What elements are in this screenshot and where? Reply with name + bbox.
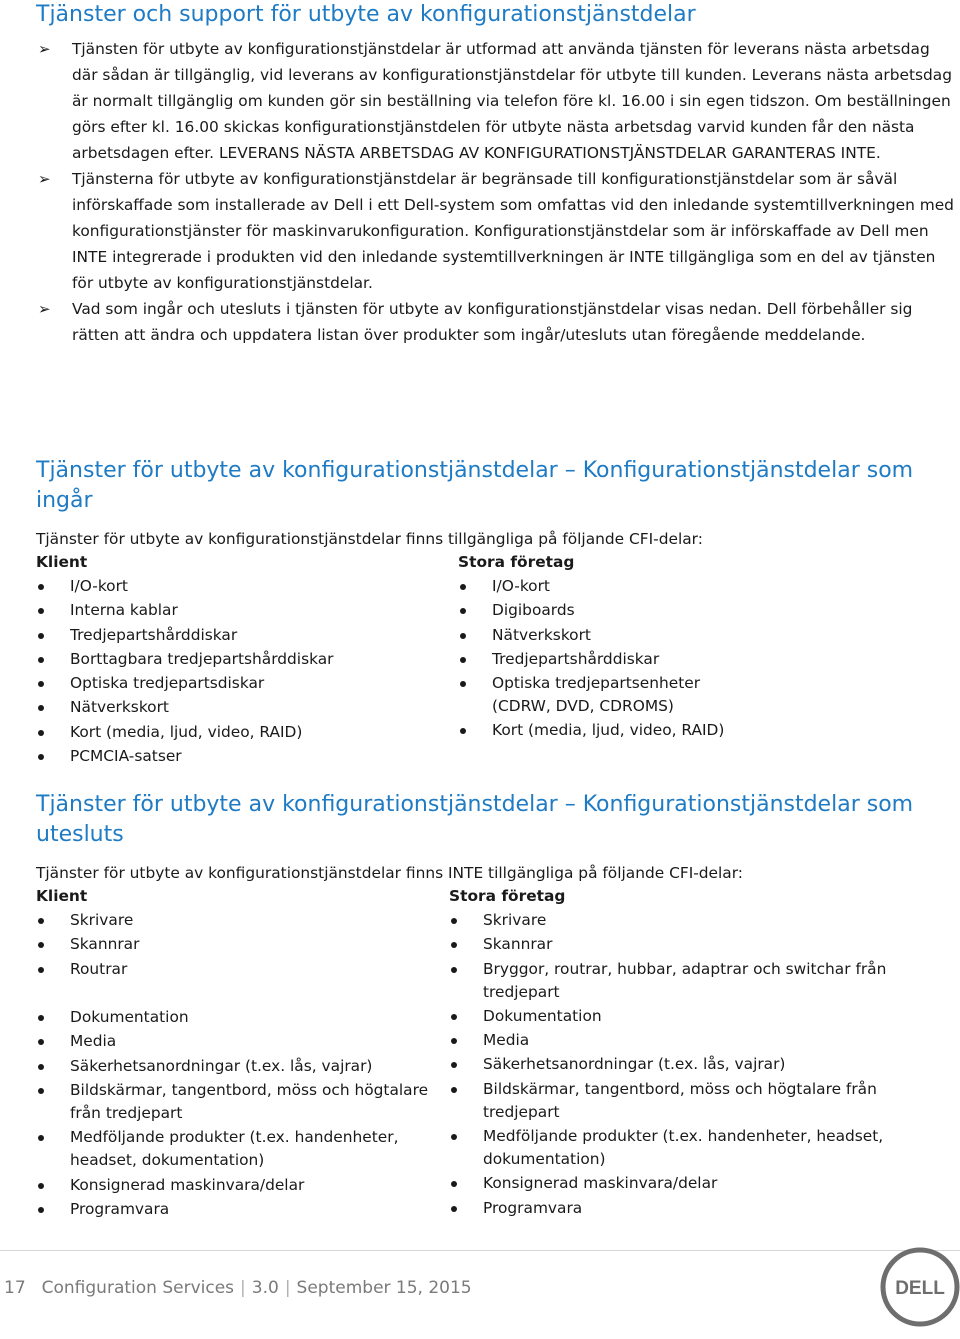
- bullet-list-item: Optiska tredjepartsdiskar: [36, 672, 446, 695]
- bullet-list-item: Skannrar: [36, 933, 446, 956]
- bullet-list-item: I/O-kort: [36, 575, 446, 598]
- excluded-client-title: Klient: [36, 887, 88, 905]
- bullet-list-item: Programvara: [449, 1197, 899, 1220]
- included-enterprise-list: [458, 575, 748, 744]
- list-item-text: Tjänsten för utbyte av konfigurationstjänstdelar är utformad att använda tjänsten för leverans nästa arbetsdag där sådan är tillgänglig, vid leverans av konfigurationstjänstdelar för utbyte till kunden. Leverans nästa arbetsdag är normalt tillgänglig om kunden gör sin beställning via telefon före kl. 16.00 i sin egen tidszon. Om beställningen görs efter kl. 16.00 skickas konfigurationstjänstdelen för utbyte nästa arbetsdag varvid kunden får den nästa arbetsdagen efter. LEVERANS NÄSTA ARBETSDAG AV KONFIGURATIONSTJÄNSTDELAR GARANTERAS INTE.: [72, 40, 952, 162]
- arrow-list-item: [38, 166, 960, 296]
- bullet-list-item: Borttagbara tredjepartshårddiskar: [36, 648, 446, 671]
- page-number: 17: [4, 1278, 26, 1298]
- bullet-list-item: PCMCIA-satser: [36, 745, 446, 768]
- bullet-list-item: Kort (media, ljud, video, RAID): [458, 719, 748, 742]
- bullet-list-item: Säkerhetsanordningar (t.ex. lås, vajrar): [449, 1053, 899, 1076]
- section-heading-included: Tjänster för utbyte av konfigurationstjänstdelar – Konfigurationstjänstdelar som ingår: [36, 458, 914, 513]
- footer-date: September 15, 2015: [296, 1278, 472, 1298]
- excluded-intro: Tjänster för utbyte av konfigurationstjänstdelar finns INTE tillgängliga på följande CFI-delar:: [36, 864, 743, 882]
- list-item-text: Tjänsterna för utbyte av konfigurationstjänstdelar är begränsade till konfigurationstjänstdelar som är såväl införskaffade som installerade av Dell i ett Dell-system som omfattas vid den inledande systemtillverkningen med konfigurationstjänster för maskinvarukonfiguration. Konfigurationstjänstdelar som är införskaffade av Dell men INTE integrerade i produkten vid den inledande systemtillverkningen är INTE tillgängliga som en del av tjänsten för utbyte av konfigurationstjänstdelar.: [72, 170, 954, 292]
- footer-doc-title: Configuration Services: [41, 1278, 235, 1298]
- bullet-list-item: Nätverkskort: [36, 696, 446, 719]
- bullet-list-item: Bildskärmar, tangentbord, möss och högtalare från tredjepart: [449, 1078, 899, 1124]
- excluded-client-list: [36, 909, 446, 1222]
- bullet-list-item: Digiboards: [458, 599, 748, 622]
- bullet-list-item: Routrar: [36, 958, 446, 981]
- list-item-text: Vad som ingår och utesluts i tjänsten för utbyte av konfigurationstjänstdelar visas nedan. Dell förbehåller sig rätten att ändra och uppdatera listan över produkter som ingår/utesluts utan föregående meddelande.: [72, 300, 913, 344]
- bullet-list-item: Optiska tredjepartsenheter (CDRW, DVD, CDROMS): [458, 672, 748, 718]
- bullet-list-item: Interna kablar: [36, 599, 446, 622]
- bullet-list-item: Tredjepartshårddiskar: [36, 624, 446, 647]
- included-client-list: [36, 575, 446, 769]
- bullet-list-item: Kort (media, ljud, video, RAID): [36, 721, 446, 744]
- arrow-bullet-icon: ➢: [38, 300, 51, 318]
- bullet-list-item: Dokumentation: [36, 1006, 446, 1029]
- excluded-enterprise-list: [449, 909, 899, 1221]
- bullet-list-item: Tredjepartshårddiskar: [458, 648, 748, 671]
- arrow-bullet-icon: ➢: [38, 170, 51, 188]
- bullet-list-item: I/O-kort: [458, 575, 748, 598]
- excluded-enterprise-title: Stora företag: [449, 887, 566, 905]
- section-heading-support: Tjänster och support för utbyte av konfigurationstjänstdelar: [36, 2, 696, 27]
- bullet-list-item: Skannrar: [449, 933, 899, 956]
- bullet-list-item: Bryggor, routrar, hubbar, adaptrar och switchar från tredjepart: [449, 958, 899, 1004]
- section-heading-excluded: Tjänster för utbyte av konfigurationstjänstdelar – Konfigurationstjänstdelar som utesluts: [36, 792, 914, 847]
- support-arrow-list: [38, 36, 960, 348]
- footer-version: 3.0: [251, 1278, 279, 1298]
- included-intro: Tjänster för utbyte av konfigurationstjänstdelar finns tillgängliga på följande CFI-delar:: [36, 530, 703, 548]
- bullet-list-item: Konsignerad maskinvara/delar: [449, 1172, 899, 1195]
- bullet-list-item: Media: [449, 1029, 899, 1052]
- bullet-list-item: Programvara: [36, 1198, 446, 1221]
- bullet-list-item: Nätverkskort: [458, 624, 748, 647]
- bullet-list-item: Säkerhetsanordningar (t.ex. lås, vajrar): [36, 1055, 446, 1078]
- dell-logo: [878, 1245, 960, 1329]
- bullet-list-item: Skrivare: [449, 909, 899, 932]
- page-footer: [4, 1278, 472, 1298]
- footer-separator: |: [284, 1278, 291, 1298]
- included-client-title: Klient: [36, 553, 88, 571]
- bullet-list-item: Skrivare: [36, 909, 446, 932]
- bullet-list-item: Konsignerad maskinvara/delar: [36, 1174, 446, 1197]
- bullet-list-item: Media: [36, 1030, 446, 1053]
- included-enterprise-title: Stora företag: [458, 553, 575, 571]
- footer-divider: [0, 1250, 960, 1251]
- footer-separator: |: [240, 1278, 246, 1298]
- arrow-list-item: [38, 36, 960, 166]
- arrow-list-item: [38, 296, 960, 348]
- bullet-list-item: Bildskärmar, tangentbord, möss och högtalare från tredjepart: [36, 1079, 446, 1125]
- arrow-bullet-icon: ➢: [38, 40, 51, 58]
- bullet-list-item: Medföljande produkter (t.ex. handenheter, headset, dokumentation): [36, 1126, 446, 1172]
- bullet-list-item: Medföljande produkter (t.ex. handenheter, headset, dokumentation): [449, 1125, 899, 1171]
- dell-logo-text: DELL: [895, 1278, 945, 1299]
- bullet-list-item: Dokumentation: [449, 1005, 899, 1028]
